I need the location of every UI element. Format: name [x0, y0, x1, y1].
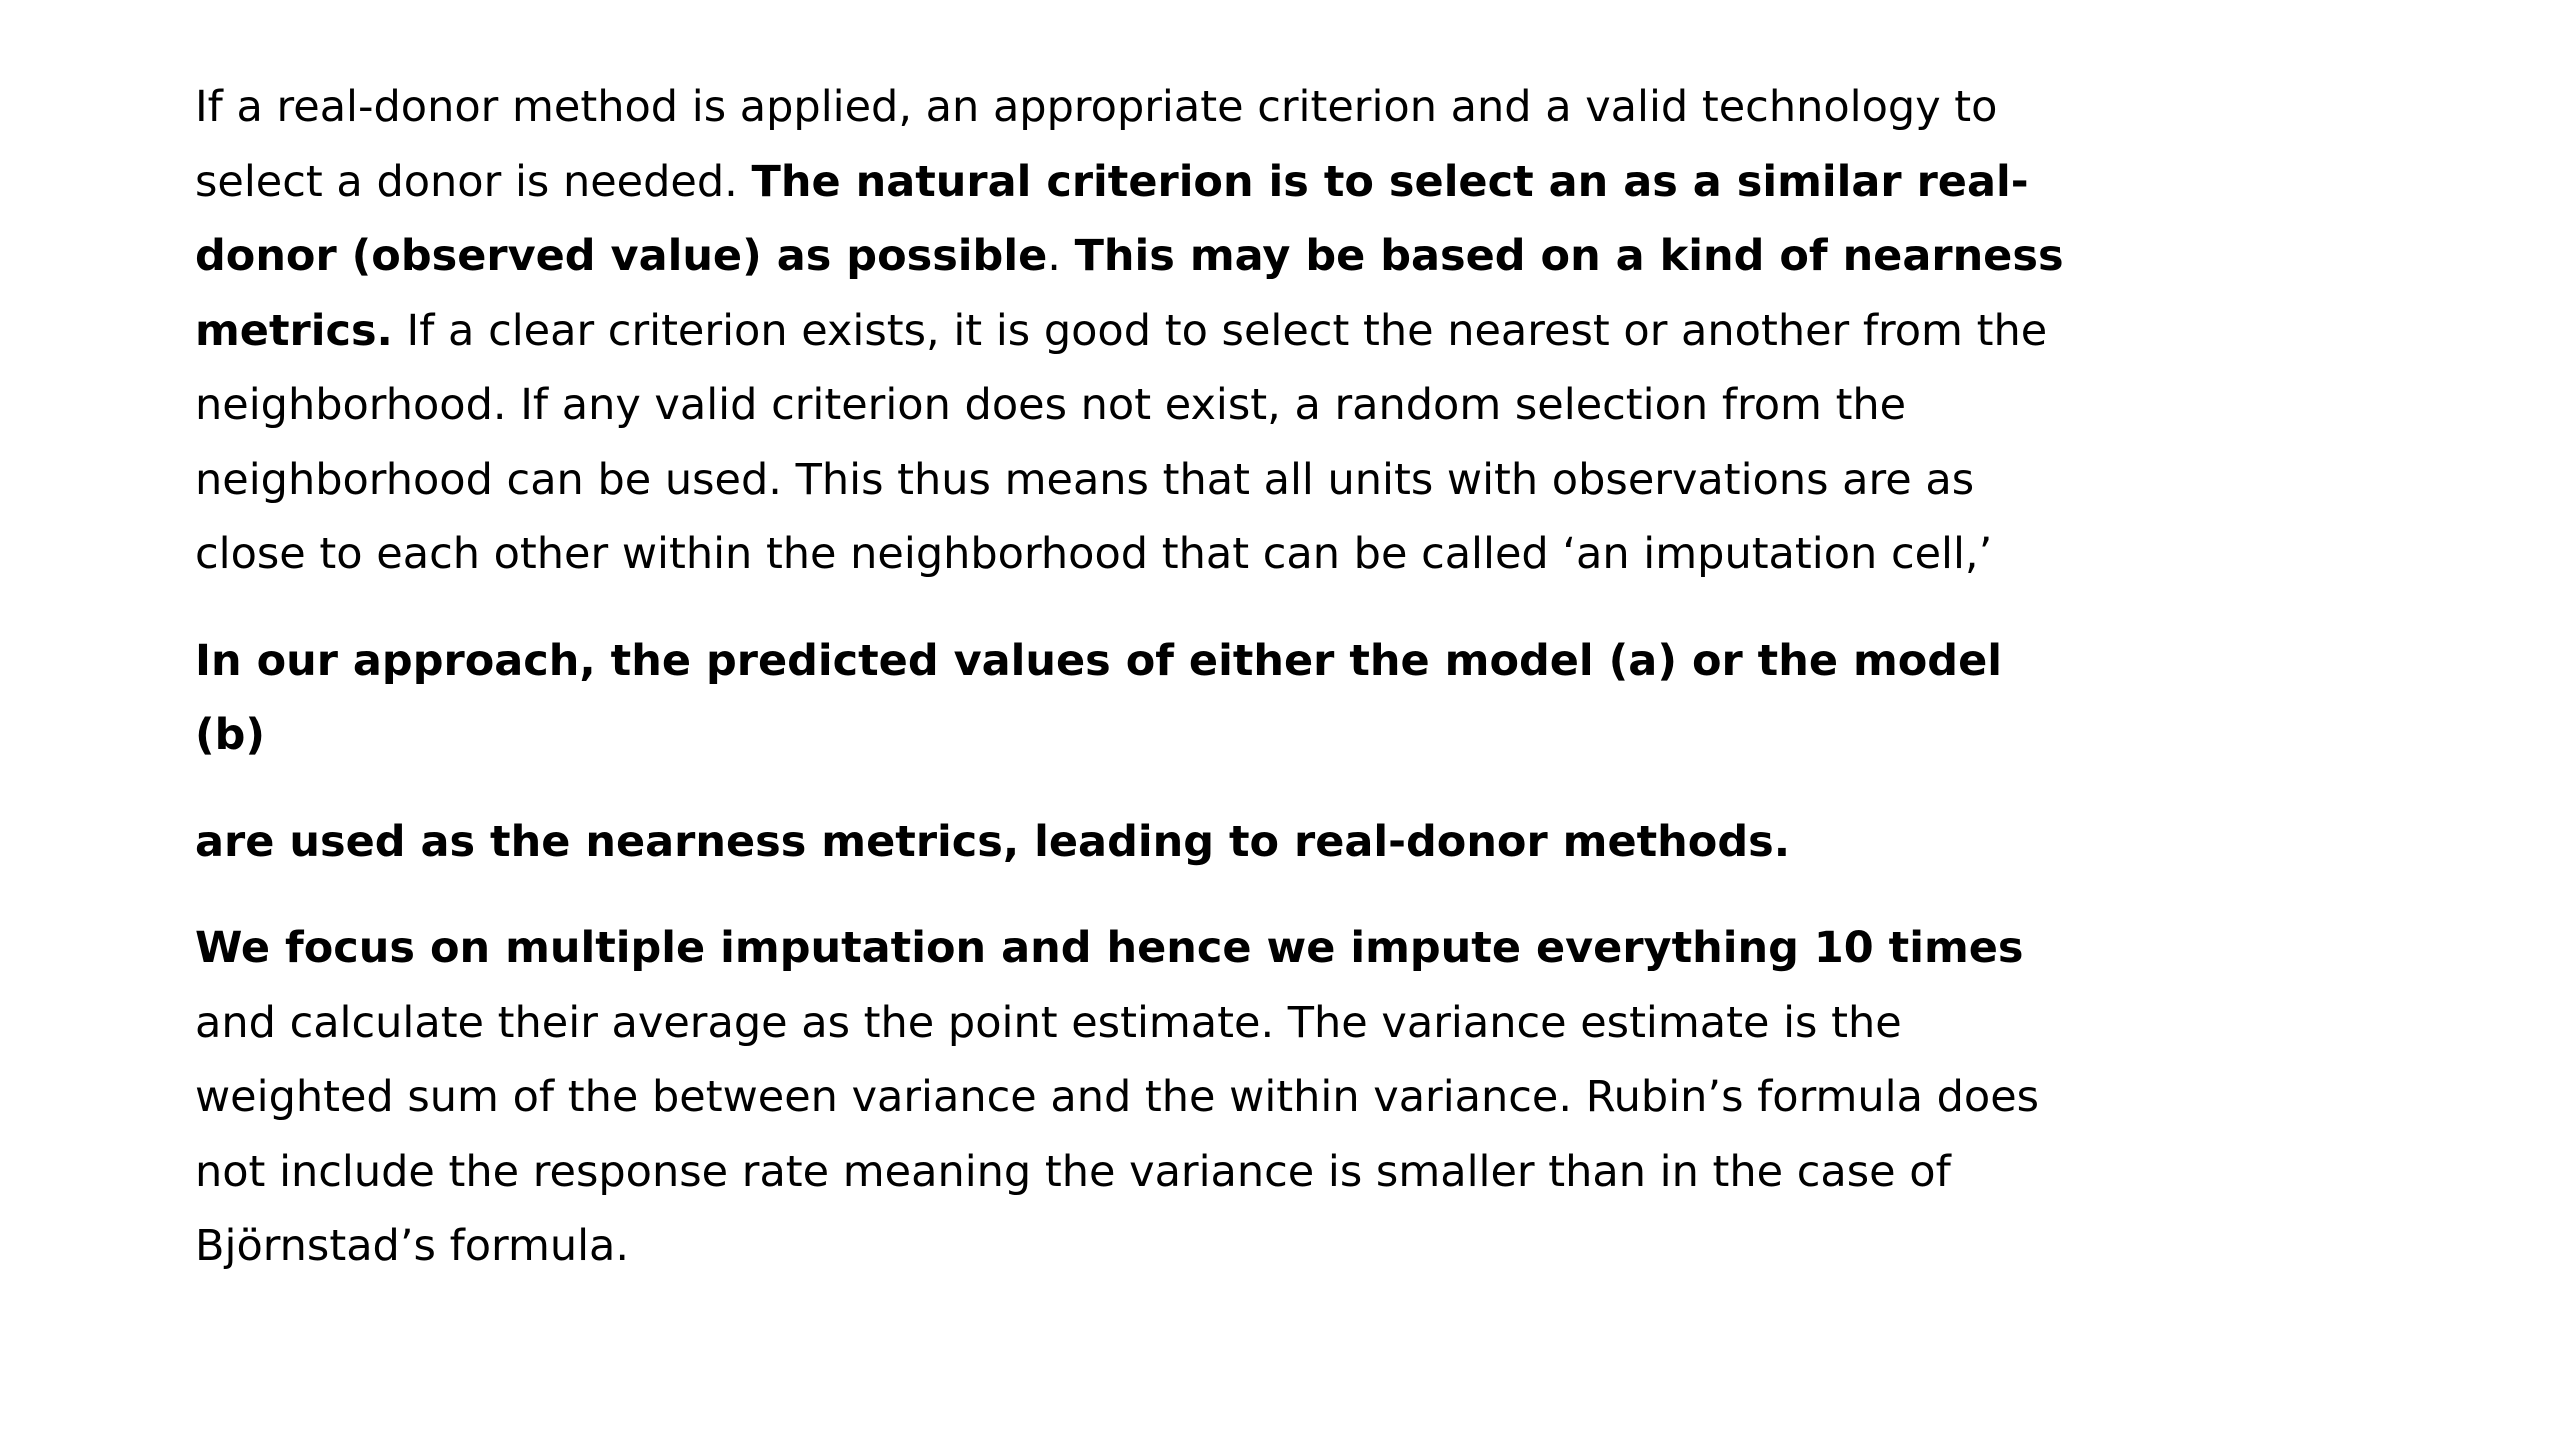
bold-text: are used as the nearness metrics, leading to real-donor methods.: [195, 816, 1791, 867]
bold-text: This may be based on a kind of nearness metrics.: [195, 231, 2064, 356]
bold-text: The natural criterion is to select an as a similar real-donor (observed value) as possible: [195, 156, 2029, 281]
paragraph-real-donor-criterion: [195, 70, 2075, 592]
paragraph-our-approach: [195, 624, 2075, 773]
paragraph-nearness-metrics: [195, 805, 2075, 880]
bold-text: We focus on multiple imputation and hence we impute everything 10 times: [195, 923, 2024, 973]
paragraph-text: If a clear criterion exists, it is good to select the nearest or another from the neighborhood. If any valid criterion does not exist, a random selection from the neighborhood can be used. This thus means that all units with observations are as close to each other within the neighborhood that can be called ‘an imputation cell,’: [195, 305, 2048, 579]
bold-text: In our approach, the predicted values of either the model (a) or the model (b): [195, 635, 2002, 760]
paragraph-text: .: [1047, 231, 1075, 281]
paragraph-text: If a real-donor method is applied, an appropriate criterion and a valid technology to select a donor is needed.: [195, 82, 1998, 207]
document-body: [195, 70, 2075, 1284]
paragraph-multiple-imputation: [195, 911, 2075, 1284]
paragraph-text: and calculate their average as the point estimate. The variance estimate is the weighted sum of the between variance and the within variance. Rubin’s formula does not include the response rate meaning the variance is smaller than in the case of Björnstad’s formula.: [195, 997, 2040, 1271]
